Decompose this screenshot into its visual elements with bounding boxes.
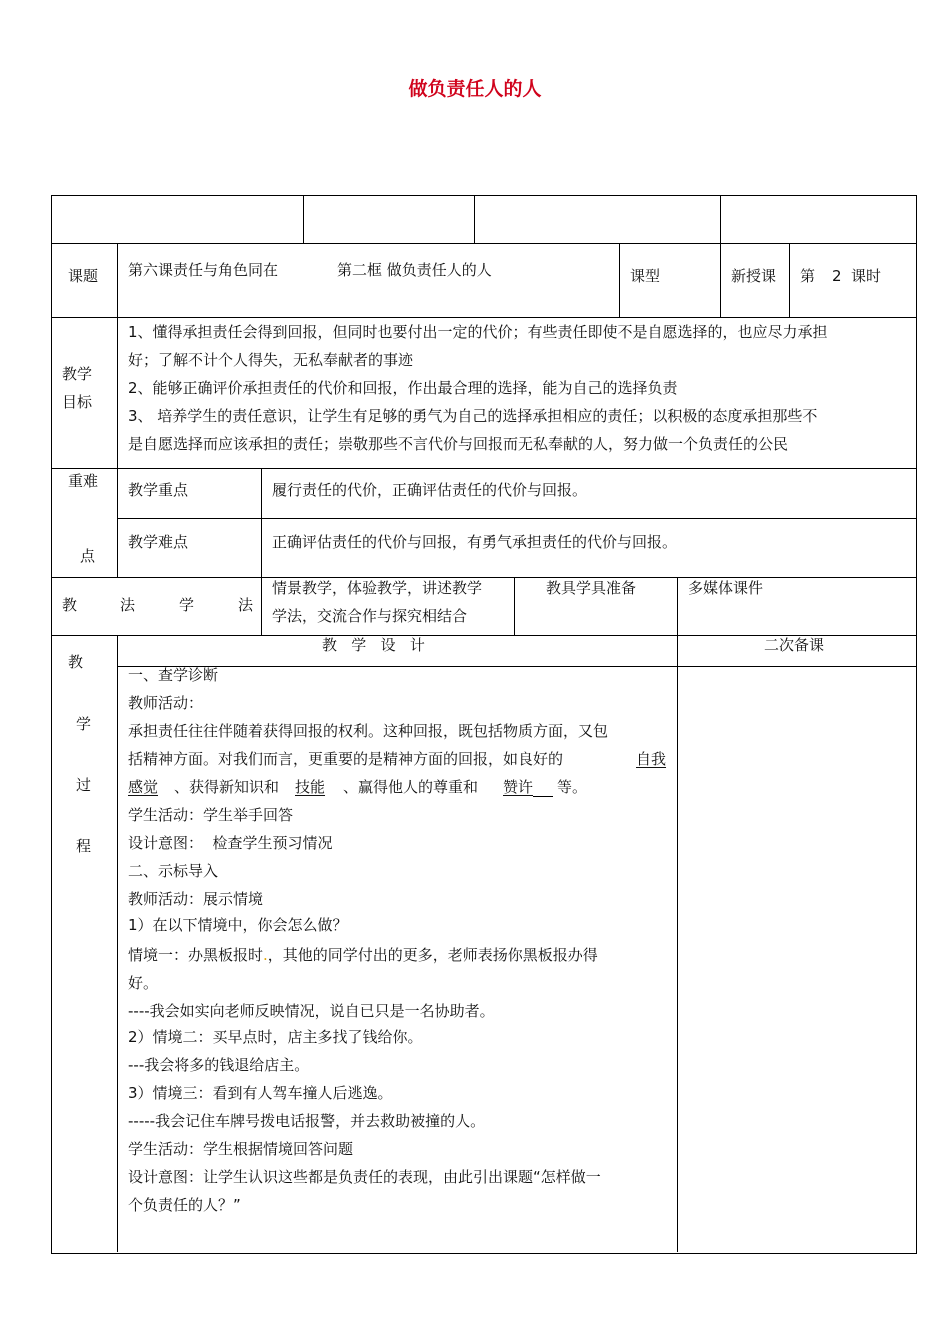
- fill-blank-answer: 技能: [295, 778, 326, 796]
- goal-line: 1、懂得承担责任会得到回报，但同时也要付出一定的代价；有些责任即使不是自愿选择的，也应尽力承担: [128, 323, 828, 341]
- paragraph-line: 承担责任往往伴随着获得回报的权利。这种回报，既包括物质方面，又包: [128, 722, 609, 740]
- col-divider: [117, 468, 118, 577]
- process-label: 教: [68, 653, 84, 671]
- type-label: 课型: [630, 267, 661, 285]
- col-divider: [261, 577, 262, 635]
- row-divider: [51, 468, 916, 469]
- col-divider: [117, 635, 118, 1252]
- period-unit: 课时: [851, 267, 882, 285]
- scenario-line: 好。: [128, 974, 159, 992]
- blank-underline: [533, 796, 553, 797]
- col-divider: [261, 468, 262, 577]
- type-value: 新授课: [731, 267, 777, 285]
- col-divider: [677, 577, 678, 635]
- col-divider: [117, 243, 118, 317]
- row-divider: [51, 577, 916, 578]
- row-divider: [51, 243, 916, 244]
- scenario-line: 3）情境三：看到有人驾车撞人后逃逸。: [128, 1084, 393, 1102]
- method-label: 学: [179, 596, 195, 614]
- activity-label: 教师活动：: [128, 694, 204, 712]
- process-label: 过: [76, 776, 92, 794]
- difficult-point-text: 正确评估责任的代价与回报，有勇气承担责任的代价与回报。: [272, 533, 678, 551]
- goal-line: 2、能够正确评价承担责任的代价和回报，作出最合理的选择，能为自己的选择负责: [128, 379, 678, 397]
- tools-value: 多媒体课件: [688, 579, 764, 597]
- activity-label: 教师活动：展示情境: [128, 890, 264, 908]
- process-label: 程: [76, 837, 92, 855]
- period-num: 2: [832, 267, 842, 285]
- col-divider: [303, 195, 304, 243]
- goal-line: 是自愿选择而应该承担的责任；崇敬那些不言代价与回报而无私奉献的人，努力做一个负责任的公民: [128, 435, 789, 453]
- col-divider: [720, 243, 721, 317]
- goal-line: 好；了解不计个人得失，无私奉献者的事迹: [128, 351, 414, 369]
- methods-text: 情景教学，体验教学，讲述教学: [272, 579, 483, 597]
- row-divider: [117, 518, 916, 519]
- scenario-text: ，其他的同学付出的更多，老师表扬你黑板报办得: [267, 946, 598, 964]
- tools-label: 教具学具准备: [546, 579, 637, 597]
- question-line: 1）在以下情境中，你会怎么做？: [128, 916, 348, 934]
- second-prep-header: 二次备课: [764, 636, 825, 654]
- col-divider: [789, 243, 790, 317]
- activity-label: 学生活动：学生举手回答: [128, 806, 294, 824]
- section-heading: 二、示标导入: [128, 862, 219, 880]
- key-point-text: 履行责任的代价，正确评估责任的代价与回报。: [272, 481, 588, 499]
- key-label: 点: [80, 547, 96, 565]
- goals-label: 教学: [62, 365, 93, 383]
- design-intent: 设计意图： 检查学生预习情况: [128, 834, 333, 852]
- row-divider: [117, 666, 916, 667]
- process-label: 学: [76, 715, 92, 733]
- section-text: 第二框 做负责任人的人: [337, 261, 492, 279]
- goal-line: 3、 培养学生的责任意识，让学生有足够的勇气为自己的选择承担相应的责任；以积极的态度承担那些不: [128, 407, 818, 425]
- fill-blank-answer: 感觉: [128, 778, 159, 796]
- key-point-label: 教学重点: [128, 481, 189, 499]
- scenario-text: 情境一：办黑板报时: [128, 946, 264, 964]
- design-intent: 设计意图：让学生认识这些都是负责任的表现，由此引出课题“怎样做一: [128, 1168, 601, 1186]
- method-label: 法: [238, 596, 254, 614]
- design-header: 教 学 设 计: [322, 636, 425, 654]
- answer-line: -----我会记住车牌号拨电话报警，并去救助被撞的人。: [128, 1112, 486, 1130]
- methods-text: 学法，交流合作与探究相结合: [272, 607, 468, 625]
- period-no: 第: [800, 267, 816, 285]
- col-divider: [619, 243, 620, 317]
- fill-blank-answer: 自我: [636, 750, 667, 768]
- col-divider: [474, 195, 475, 243]
- paragraph-line: 括精神方面。对我们而言，更重要的是精神方面的回报，如良好的: [128, 750, 564, 768]
- topic-label: 课题: [68, 267, 99, 285]
- answer-line: ----我会如实向老师反映情况，说自已只是一名协助者。: [128, 1002, 495, 1020]
- answer-line: ---我会将多的钱退给店主。: [128, 1056, 310, 1074]
- method-label: 法: [120, 596, 136, 614]
- design-intent: 个负责任的人？”: [128, 1196, 241, 1214]
- highlight-dot: .: [263, 946, 268, 964]
- col-divider: [514, 577, 515, 635]
- goals-label: 目标: [62, 393, 93, 411]
- key-label: 重难: [68, 472, 99, 490]
- scenario-line: [128, 941, 598, 969]
- paragraph-line: 、获得新知识和: [174, 778, 280, 796]
- col-divider: [117, 317, 118, 468]
- scenario-line: 2）情境二：买早点时，店主多找了钱给你。: [128, 1028, 423, 1046]
- topic-text: 第六课责任与角色同在: [128, 261, 279, 279]
- activity-label: 学生活动：学生根据情境回答问题: [128, 1140, 354, 1158]
- section-heading: 一、查学诊断: [128, 666, 219, 684]
- col-divider: [677, 635, 678, 1252]
- page-title: 做负责任人的人: [408, 78, 542, 100]
- fill-blank-answer: 赞许: [503, 778, 534, 796]
- paragraph-line: 、赢得他人的尊重和: [343, 778, 479, 796]
- difficult-point-label: 教学难点: [128, 533, 189, 551]
- col-divider: [720, 195, 721, 243]
- method-label: 教: [62, 596, 78, 614]
- paragraph-line: 等。: [557, 778, 588, 796]
